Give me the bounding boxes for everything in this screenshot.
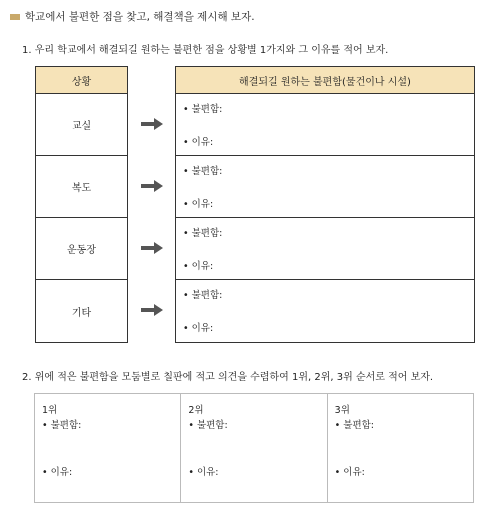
right-arrow-icon [141, 180, 163, 192]
reason-label: • 이유: [188, 467, 219, 478]
inconvenience-header: 해결되길 원하는 불편함(물건이나 시설) [176, 67, 474, 94]
question-2: 2. 위에 적은 불편함을 모둠별로 칠판에 적고 의견을 수렴하여 1위, 2위, 3위 순서로 적어 보자. [22, 372, 434, 383]
answer-cell[interactable] [176, 94, 474, 156]
question-1: 1. 우리 학교에서 해결되길 원하는 불편한 점을 상황별 1가지와 그 이유를 적어 보자. [22, 45, 389, 56]
reason-label: • 이유: [183, 137, 214, 148]
rank-column[interactable] [328, 394, 473, 502]
right-arrow-icon [141, 304, 163, 316]
reason-label: • 이유: [183, 199, 214, 210]
answer-cell[interactable] [176, 218, 474, 280]
reason-label: • 이유: [183, 323, 214, 334]
situation-table [35, 66, 128, 343]
inconvenience-label: • 불편함: [183, 290, 223, 301]
right-arrow-icon [141, 242, 163, 254]
reason-label: • 이유: [42, 467, 73, 478]
inconvenience-label: • 불편함: [183, 104, 223, 115]
heading-square-icon [10, 14, 20, 20]
rank-label: 1위 [42, 405, 58, 416]
situation-cell: 기타 [71, 307, 92, 319]
situation-cell: 교실 [36, 94, 127, 156]
rank-label: 2위 [188, 405, 204, 416]
situation-cell: 운동장 [36, 218, 127, 280]
rank-column[interactable] [35, 394, 181, 502]
heading-text: 학교에서 불편한 점을 찾고, 해결책을 제시해 보자. [25, 11, 255, 23]
reason-label: • 이유: [334, 467, 365, 478]
inconvenience-label: • 불편함: [183, 228, 223, 239]
section-heading [10, 9, 255, 24]
inconvenience-label: • 불편함: [188, 420, 228, 431]
inconvenience-label: • 불편함: [42, 420, 82, 431]
answer-cell[interactable] [176, 280, 474, 342]
inconvenience-label: • 불편함: [183, 166, 223, 177]
inconvenience-label: • 불편함: [334, 420, 375, 431]
right-arrow-icon [141, 118, 163, 130]
ranking-box [34, 393, 474, 503]
rank-column[interactable] [181, 394, 327, 502]
reason-label: • 이유: [183, 261, 214, 272]
answer-cell[interactable] [176, 156, 474, 218]
situation-cell: 복도 [36, 156, 127, 218]
rank-label: 3위 [334, 405, 350, 416]
inconvenience-table [175, 66, 475, 343]
situation-header: 상황 [36, 67, 127, 94]
